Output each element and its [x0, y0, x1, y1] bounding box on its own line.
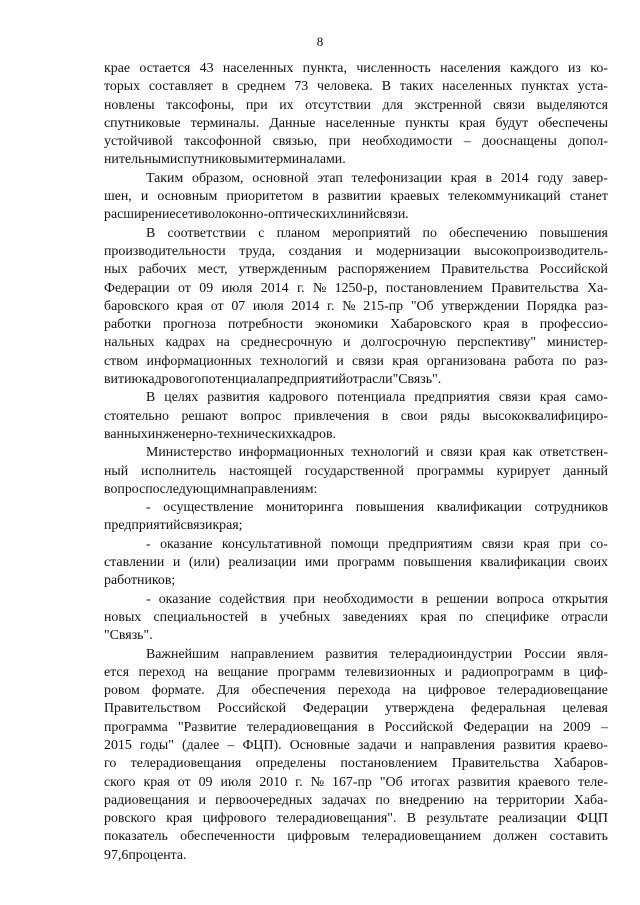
text-line: радиовещания и первоочередных задачах по внедрению на территории Хаба- — [104, 792, 608, 808]
text-line: ванных инженерно-технических кадров. — [104, 426, 337, 442]
paragraph — [104, 60, 608, 170]
text-line: В целях развития кадрового потенциала предприятия связи края само- — [146, 390, 608, 406]
text-line: ровского края цифрового телерадиовещания". В результате реализации ФЦП — [104, 811, 608, 827]
text-line: баровского края от 07 июля 2014 г. № 215-пр "Об утверждении Порядка раз- — [104, 298, 608, 314]
text-line: ных рабочих мест, утвержденным распоряжением Правительства Российской — [104, 262, 608, 278]
text-line: предприятий связи края; — [104, 518, 243, 534]
document-body — [104, 60, 608, 865]
text-line: го телерадиовещания определены постановлением Правительства Хабаров- — [104, 756, 608, 772]
text-line: - оказание консультативной помощи предприятиям связи края при со- — [146, 536, 608, 552]
paragraph — [104, 536, 608, 591]
text-line: - осуществление мониторинга повышения квалификации сотрудников — [146, 500, 608, 516]
text-line: "Связь". — [104, 628, 153, 644]
text-line: ством информационных технологий и связи края организована работа по раз- — [104, 353, 608, 369]
text-line: производительности труда, создания и модернизации высокопроизводитель- — [104, 243, 608, 259]
text-line: ется переход на вещание программ телевизионных и радиопрограмм в циф- — [104, 664, 608, 680]
text-line: ского края от 09 июля 2010 г. № 167-пр "Об итогах развития краевого теле- — [104, 774, 608, 790]
text-line: Таким образом, основной этап телефонизации края в 2014 году завер- — [146, 170, 608, 186]
text-line: крае остается 43 населенных пункта, численность населения каждого из ко- — [104, 61, 608, 76]
text-line: торых составляет в среднем 73 человека. В таких населенных пунктах уста- — [104, 79, 608, 95]
text-line: нительными спутниковыми терминалами. — [104, 152, 346, 168]
text-line: спутниковые терминалы. Данные населенные пункты края будут обеспечены — [104, 115, 608, 131]
text-line: Правительством Российской Федерации утверждена федеральная целевая — [104, 701, 608, 717]
text-line: нальных кадрах на среднесрочную и долгосрочную перспективу" министер- — [104, 335, 608, 351]
text-line: программа "Развитие телерадиовещания в Российской Федерации на 2009 – — [104, 719, 608, 735]
paragraph — [104, 499, 608, 536]
paragraph — [104, 170, 608, 225]
text-line: - оказание содействия при необходимости в решении вопроса открытия — [146, 591, 608, 607]
text-line: устойчивой таксофонной связью, при необходимости – дооснащены допол- — [104, 134, 608, 150]
text-line: расширение сети волоконно-оптических линий связи. — [104, 207, 409, 223]
text-line: работки прогноза потребности экономики Хабаровского края в профессио- — [104, 317, 608, 333]
text-line: витию кадрового потенциала предприятий отрасли "Связь". — [104, 372, 442, 388]
text-line: шен, и основным приоритетом в развитии краевых телекоммуникаций станет — [104, 189, 608, 205]
paragraph — [104, 389, 608, 444]
paragraph — [104, 225, 608, 390]
text-line: новых специальностей в учебных заведениях края по специфике отрасли — [104, 609, 608, 625]
text-line: 97,6 процента. — [104, 847, 187, 863]
text-line: Министерство информационных технологий и связи края как ответствен- — [146, 445, 608, 461]
paragraph — [104, 444, 608, 499]
text-line: 2015 годы" (далее – ФЦП). Основные задачи и направления развития краево- — [104, 737, 608, 753]
page-number: 8 — [316, 34, 324, 49]
text-line: В соответствии с планом мероприятий по обеспечению повышения — [146, 225, 608, 241]
paragraph — [104, 646, 608, 866]
text-line: стоятельно решают вопрос привлечения в свои ряды высококвалифициро- — [104, 408, 608, 424]
paragraph — [104, 591, 608, 646]
text-line: вопрос по следующим направлениям: — [104, 481, 318, 497]
text-line: новлены таксофоны, при их отсутствии для экстренной связи выделяются — [104, 97, 608, 113]
text-line: Федерации от 09 июля 2014 г. № 1250-р, постановлением Правительства Ха- — [104, 280, 608, 296]
text-line: Важнейшим направлением развития телерадиоиндустрии России явля- — [146, 646, 608, 662]
text-line: показатель обеспеченности цифровым телерадиовещанием должен составить — [104, 829, 608, 845]
text-line: ставлении и (или) реализации ими программ повышения квалификации своих — [104, 555, 608, 571]
text-line: ный исполнитель настоящей государственной программы курирует данный — [104, 463, 608, 479]
text-line: ровом формате. Для обеспечения перехода на цифровое телерадиовещание — [104, 683, 608, 699]
text-line: работников; — [104, 573, 176, 589]
